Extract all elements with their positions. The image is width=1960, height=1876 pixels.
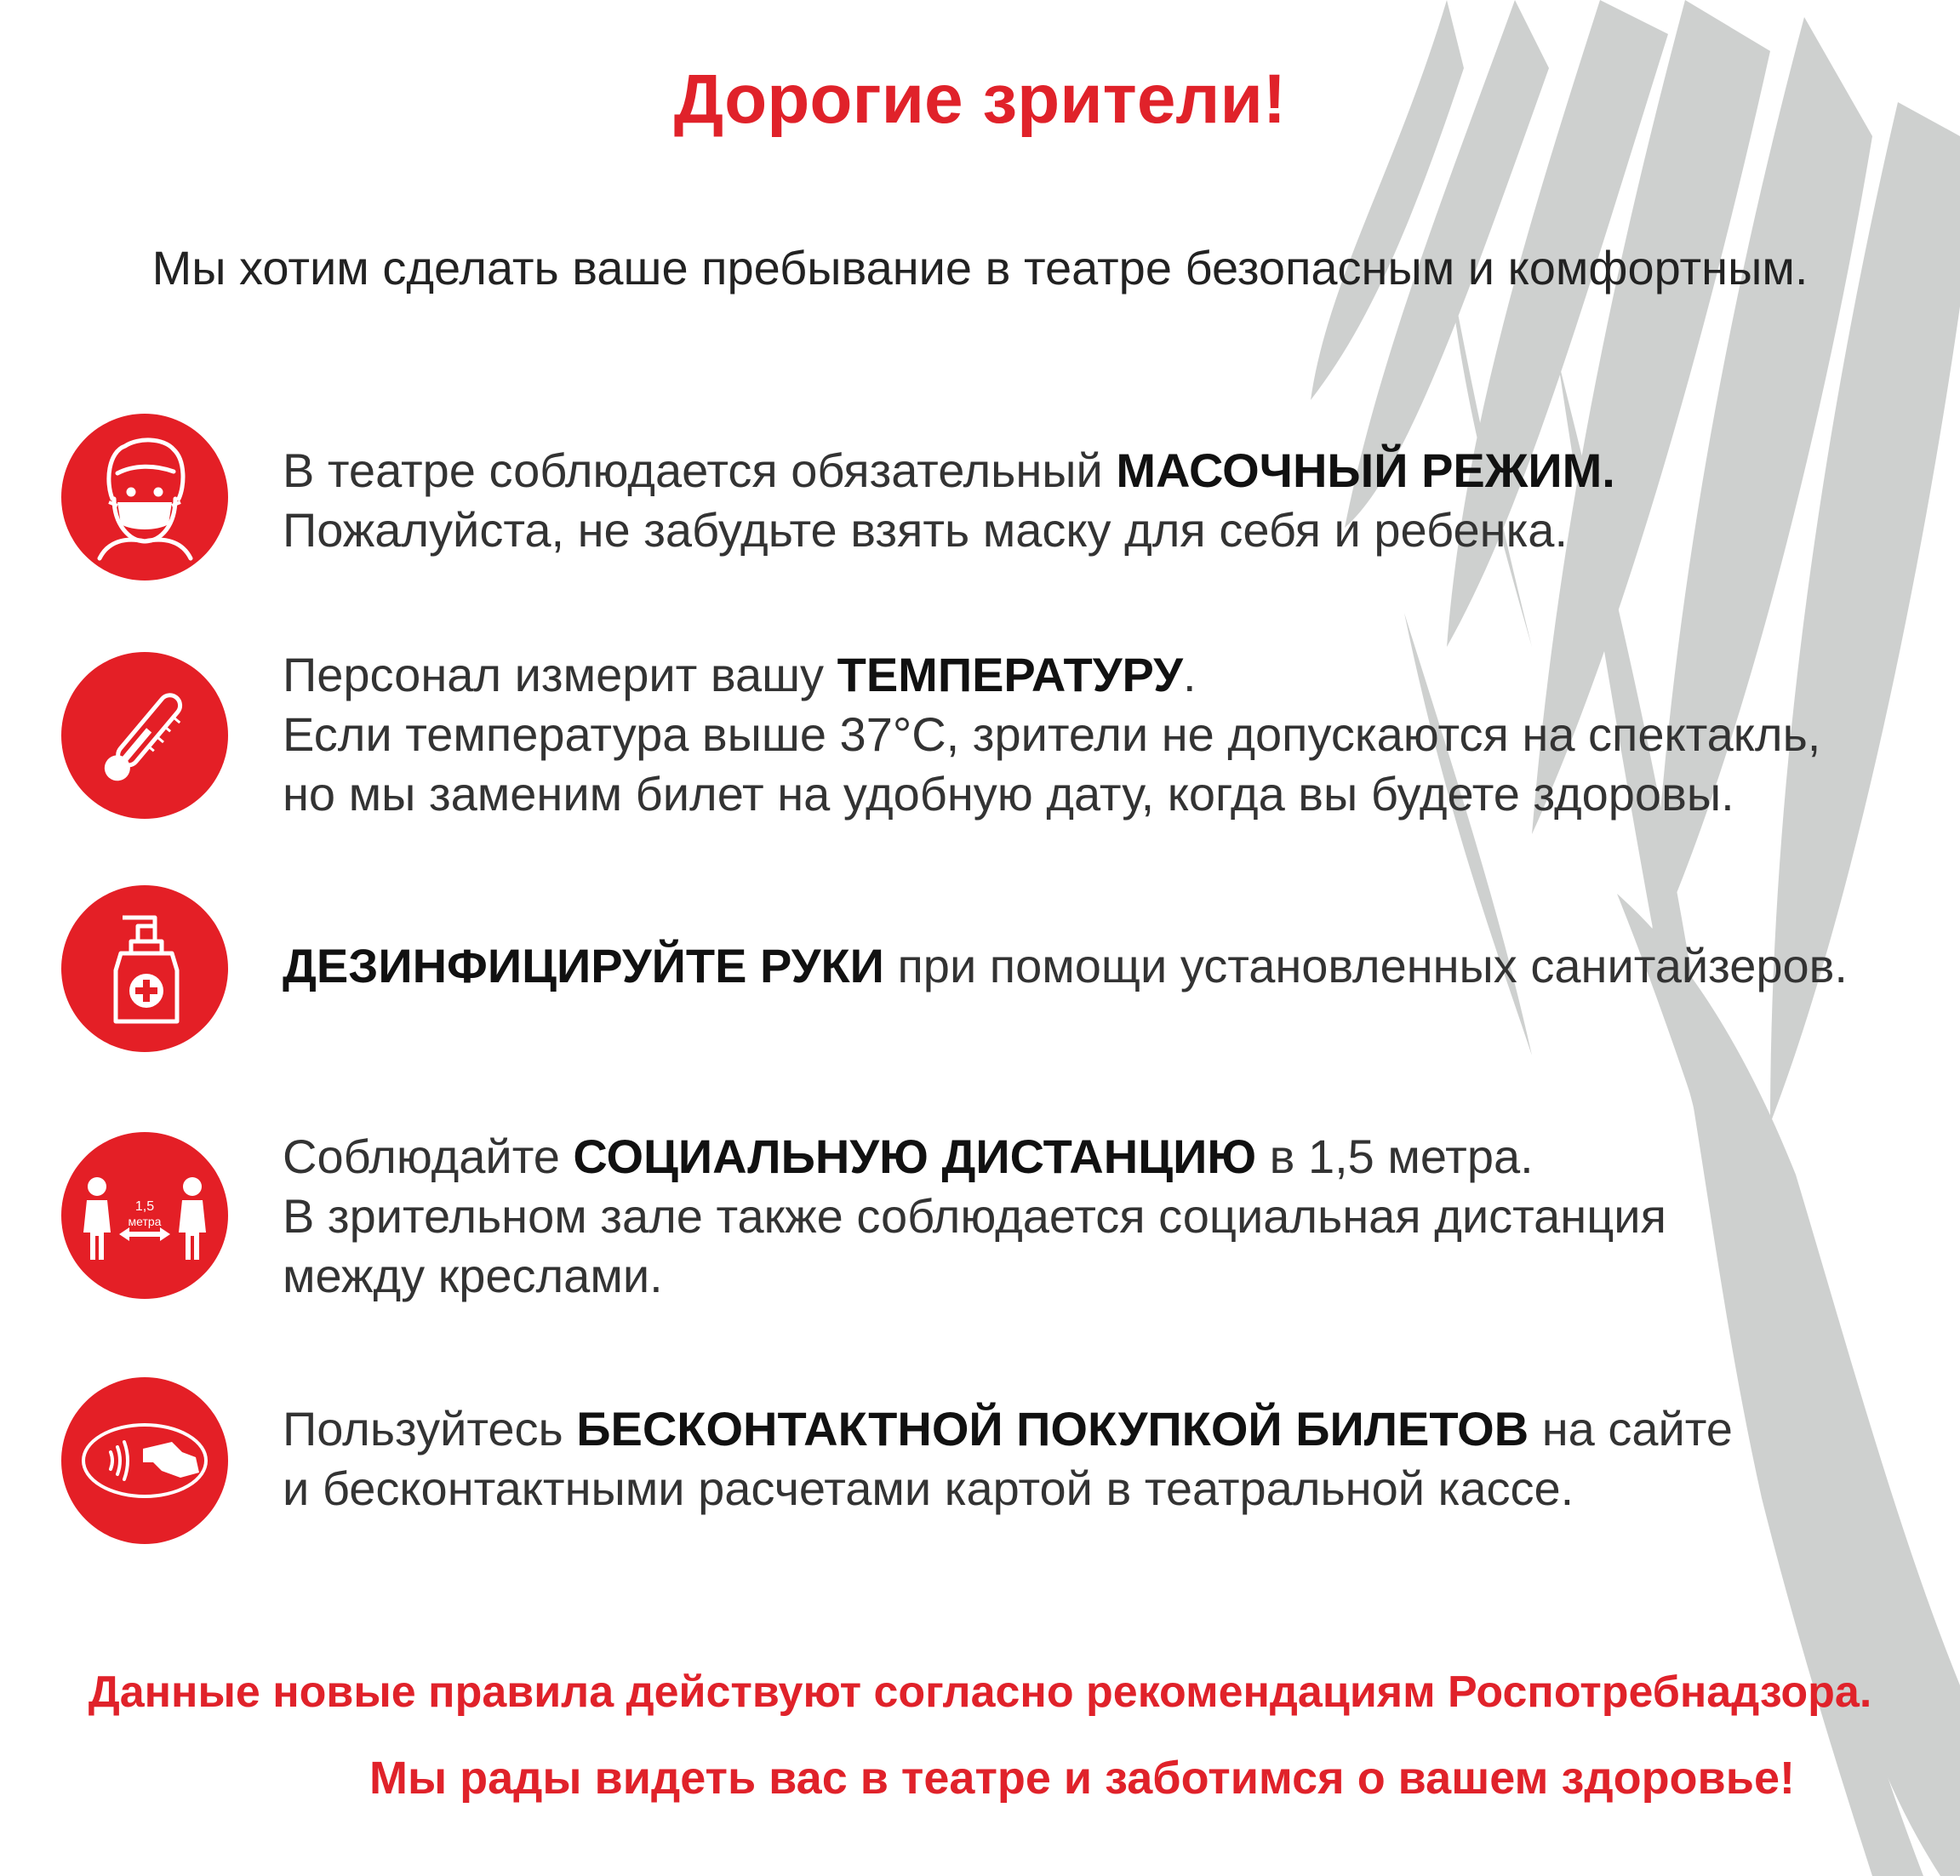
intro-text: Мы хотим сделать ваше пребывание в театре безопасным и комфортным. <box>151 241 1809 295</box>
rule-mask-text <box>283 441 1615 560</box>
rule-social-distance-line1: Соблюдайте <box>283 1130 574 1183</box>
rule-contactless-emphasis: БЕСКОНТАКТНОЙ ПОКУПКОЙ БИЛЕТОВ <box>576 1402 1529 1456</box>
rule-mask-line1: В театре соблюдается обязательный <box>283 443 1117 497</box>
thermometer-icon <box>61 652 228 819</box>
rule-social-distance <box>61 1115 1900 1319</box>
page-title: Дорогие зрители! <box>673 60 1287 138</box>
rule-mask-line2: Пожалуйста, не забудьте взять маску для себя и ребенка. <box>283 503 1569 557</box>
rule-temperature-line1: Персонал измерит вашу <box>283 648 837 701</box>
rule-temperature <box>61 635 1900 839</box>
contactless-payment-icon <box>61 1377 228 1544</box>
rule-sanitizer-text <box>283 936 1848 996</box>
rule-social-distance-line3: между креслами. <box>283 1249 663 1302</box>
rule-mask-emphasis: МАСОЧНЫЙ РЕЖИМ. <box>1116 443 1615 497</box>
rule-contactless-line1: Пользуйтесь <box>283 1402 577 1456</box>
social-distance-icon <box>61 1132 228 1299</box>
rule-temperature-text: Персонал измерит вашу ТЕМПЕРАТУРУ. Если температура выше 37°С, зрители не допускаются на спектакль, но мы заменим билет на удобную дату, когда вы будете здоровы. <box>283 645 1820 824</box>
footer-rospotrebnadzor-note: Данные новые правила действуют согласно рекомендациям Роспотребнадзора. <box>88 1667 1872 1717</box>
rule-contactless-line2: и бесконтактными расчетами картой в театральной кассе. <box>283 1461 1574 1515</box>
rule-social-distance-text: Соблюдайте СОЦИАЛЬНУЮ ДИСТАНЦИЮ в 1,5 метра. В зрительном зале также соблюдается социальная дистанция между креслами. <box>283 1127 1666 1306</box>
distance-value-label: 1,5 <box>134 1199 155 1214</box>
rule-temperature-line3: но мы заменим билет на удобную дату, когда вы будете здоровы. <box>283 767 1734 821</box>
rule-social-distance-emphasis: СОЦИАЛЬНУЮ ДИСТАНЦИЮ <box>573 1130 1257 1183</box>
footer-closing-message: Мы рады видеть вас в театре и заботимся о вашем здоровье! <box>369 1753 1795 1804</box>
rule-sanitizer <box>61 885 1900 1055</box>
rule-mask <box>61 405 1900 592</box>
distance-unit-label: метра <box>128 1215 162 1228</box>
rule-sanitizer-line1: при помощи установленных санитайзеров. <box>883 939 1848 992</box>
rule-temperature-line2: Если температура выше 37°С, зрители не допускаются на спектакль, <box>283 707 1821 761</box>
rule-temperature-emphasis: ТЕМПЕРАТУРУ <box>837 648 1183 701</box>
rule-contactless <box>61 1365 1900 1553</box>
rule-social-distance-line2: В зрительном зале также соблюдается социальная дистанция <box>283 1189 1666 1243</box>
rule-contactless-text: Пользуйтесь БЕСКОНТАКТНОЙ ПОКУПКОЙ БИЛЕТОВ на сайте и бесконтактными расчетами картой в театральной кассе. <box>283 1399 1733 1519</box>
face-mask-icon <box>61 414 228 581</box>
rule-sanitizer-emphasis: ДЕЗИНФИЦИРУЙТЕ РУКИ <box>283 939 884 992</box>
sanitizer-icon <box>61 885 228 1052</box>
